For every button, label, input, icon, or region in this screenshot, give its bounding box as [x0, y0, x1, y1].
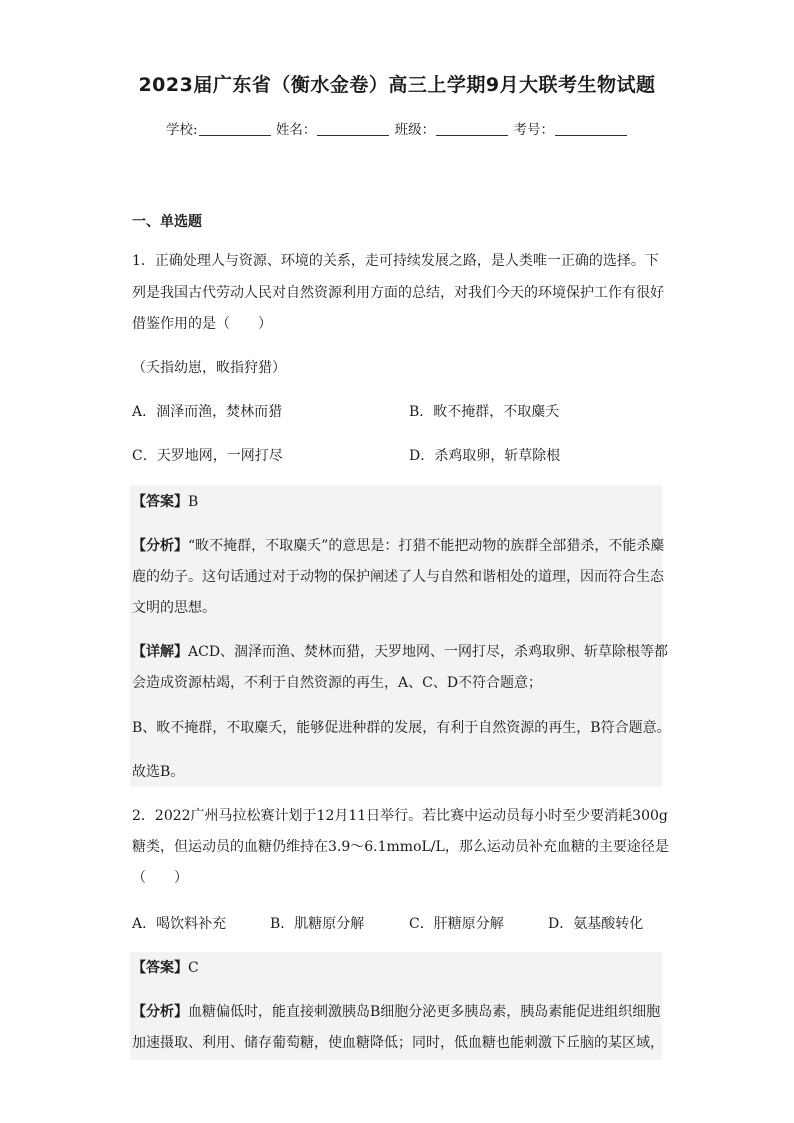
detail-text: ACD、涸泽而渔、焚林而猎，天罗地网、一网打尽，杀鸡取卵、斩草除根等都 — [188, 644, 669, 660]
q1-stem-line: 列是我国古代劳动人民对自然资源利用方面的总结，对我们今天的环境保护工作有很好 — [132, 285, 664, 301]
q2-option-c: C．肝糖原分解 — [409, 916, 504, 932]
analysis-text: 血糖偏低时，能直接刺激胰岛B细胞分泌更多胰岛素，胰岛素能促进组织细胞 — [188, 1004, 661, 1020]
class-blank[interactable] — [436, 121, 508, 136]
q1-stem-line: 借鉴作用的是（ ） — [132, 316, 272, 332]
q1-option-a: A．涸泽而渔，焚林而猎 — [132, 404, 283, 420]
q1-detail-line: B、畋不掩群，不取麋夭，能够促进种群的发展，有利于自然资源的再生，B符合题意。 — [132, 720, 671, 736]
detail-tag: 【详解】 — [132, 644, 188, 660]
answer-tag: 【答案】 — [132, 960, 188, 976]
q1-option-c: C．天罗地网，一网打尽 — [132, 448, 283, 464]
id-blank[interactable] — [555, 121, 627, 136]
answer-value: C — [188, 960, 199, 976]
q2-option-a: A．喝饮料补充 — [132, 916, 227, 932]
q2-option-d: D．氨基酸转化 — [548, 916, 644, 932]
name-blank[interactable] — [317, 121, 389, 136]
answer-tag: 【答案】 — [132, 494, 188, 510]
name-label: 姓名： — [275, 122, 317, 138]
q1-analysis-line: 鹿的幼子。这句话通过对于动物的保护阐述了人与自然和谐相处的道理，因而符合生态 — [132, 569, 664, 585]
q1-detail-line — [132, 637, 669, 667]
q1-analysis-line: 文明的思想。 — [132, 600, 216, 616]
q1-detail-line: 会造成资源枯竭，不利于自然资源的再生，A、C、D不符合题意； — [132, 675, 543, 691]
q1-stem-line: 1．正确处理人与资源、环境的关系，走可持续发展之路，是人类唯一正确的选择。下 — [132, 253, 659, 269]
student-info-line — [0, 118, 794, 138]
q1-option-b: B．畋不掩群，不取麋夭 — [409, 404, 560, 420]
q2-stem-line: （ ） — [132, 870, 188, 886]
q1-analysis-line — [132, 531, 665, 561]
section-heading: 一、单选题 — [132, 214, 202, 230]
q1-option-d: D．杀鸡取卵，斩草除根 — [409, 448, 561, 464]
answer-value: B — [188, 494, 199, 510]
q2-option-b: B．肌糖原分解 — [270, 916, 365, 932]
q2-answer — [132, 953, 662, 983]
id-label: 考号： — [513, 122, 554, 138]
analysis-tag: 【分析】 — [132, 1004, 188, 1020]
q2-analysis-line — [132, 997, 662, 1027]
q2-stem-line: 2．2022广州马拉松赛计划于12月11日举行。若比赛中运动员每小时至少要消耗300g — [132, 808, 668, 824]
analysis-text: “畋不掩群，不取麋夭”的意思是：打猎不能把动物的族群全部猎杀，不能杀麋 — [188, 538, 665, 554]
q1-note: （夭指幼崽，畋指狩猎） — [132, 360, 286, 376]
q2-analysis-line: 加速摄取、利用、储存葡萄糖，使血糖降低；同时，低血糖也能刺激下丘脑的某区域， — [132, 1035, 664, 1051]
q2-stem-line: 糖类，但运动员的血糖仍维持在3.9～6.1mmoL/L，那么运动员补充血糖的主要途径是 — [132, 839, 669, 855]
q1-detail-line: 故选B。 — [132, 764, 185, 780]
analysis-tag: 【分析】 — [132, 538, 188, 554]
q1-answer — [132, 487, 662, 517]
page-title: 2023届广东省（衡水金卷）高三上学期9月大联考生物试题 — [138, 74, 656, 96]
school-label: 学校: — [166, 122, 198, 138]
class-label: 班级： — [394, 122, 436, 138]
school-blank[interactable] — [199, 121, 271, 136]
